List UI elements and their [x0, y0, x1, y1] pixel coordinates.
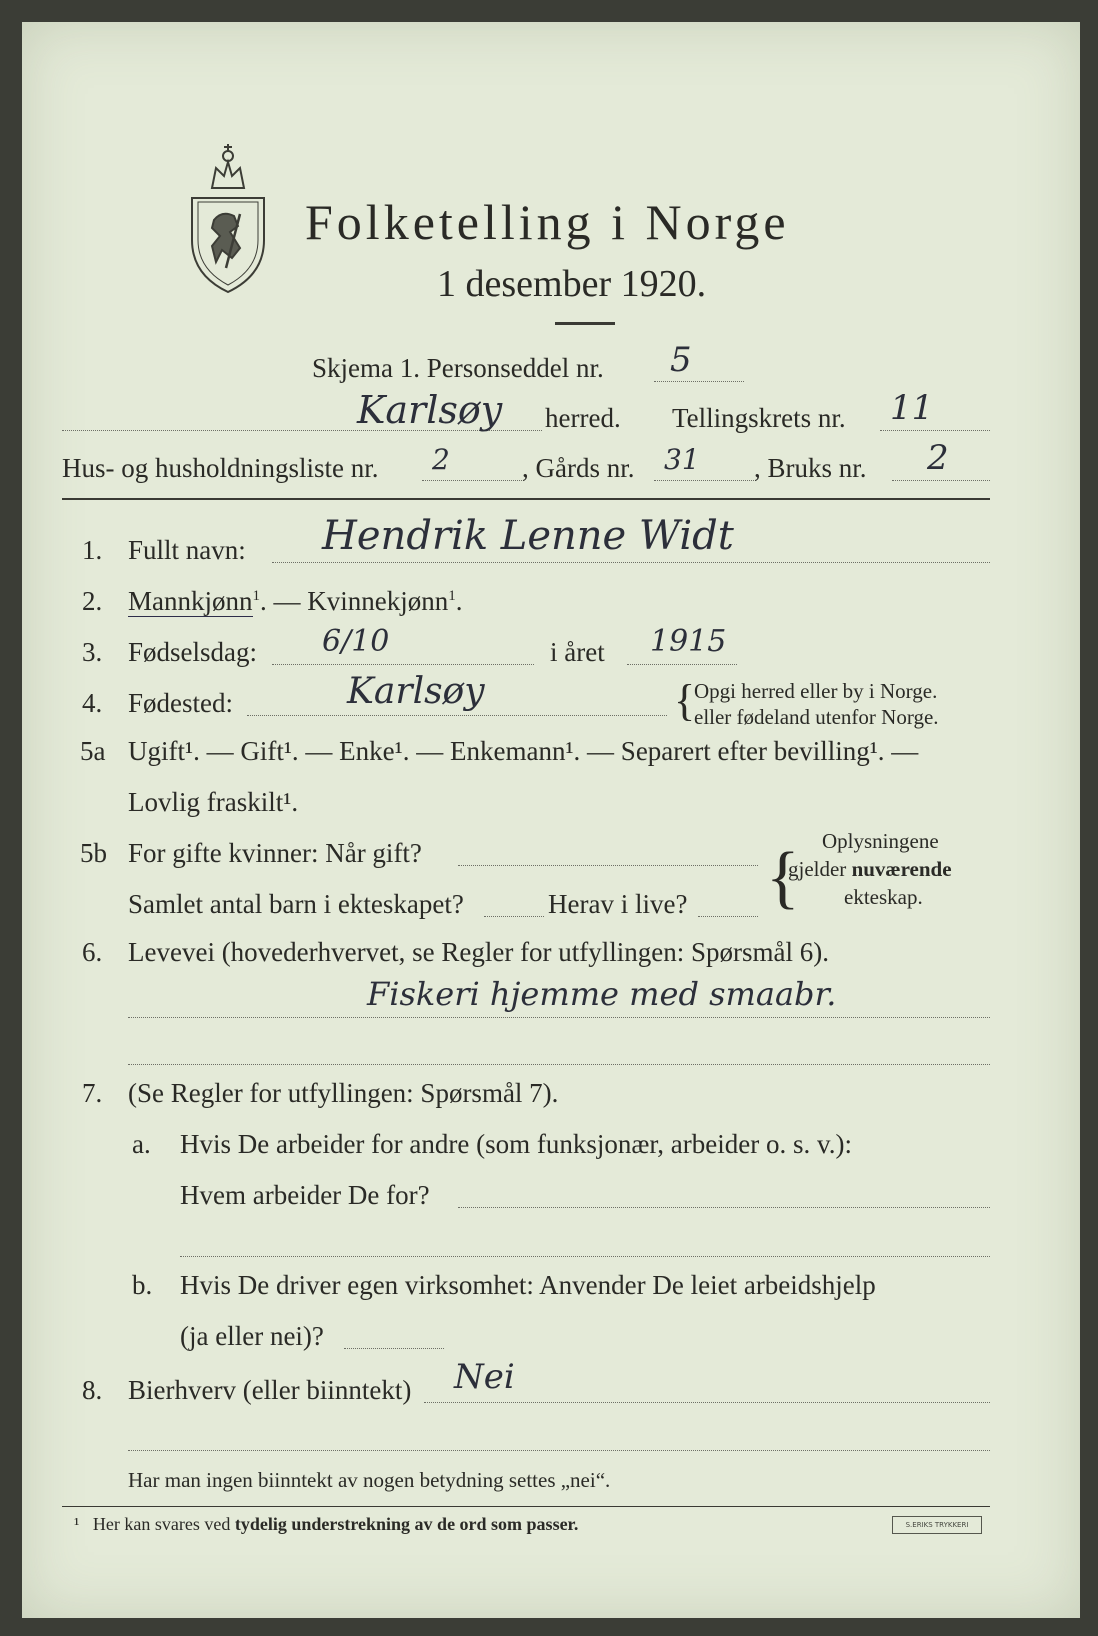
q7b-value-line [344, 1348, 444, 1349]
gards-value: 31 [664, 443, 700, 476]
q4-label: Fødested: [128, 688, 233, 718]
q6-number: 6. [82, 937, 103, 967]
footnote-text-b: tydelig understrekning av de ord som passer. [234, 1514, 579, 1534]
bruks-value-line [892, 480, 990, 481]
q4-value-line [247, 715, 667, 716]
q7b-line2: (ja eller nei)? [180, 1321, 324, 1351]
q5b-number: 5b [80, 838, 107, 868]
q7-label: (Se Regler for utfyllingen: Spørsmål 7). [128, 1078, 559, 1108]
gards-value-line [654, 480, 754, 481]
q8-label: Bierhverv (eller biinntekt) [128, 1375, 412, 1405]
footnote [74, 1512, 578, 1536]
q6-label: Levevei (hovederhvervet, se Regler for utfyllingen: Spørsmål 6). [128, 937, 830, 967]
q8-value-line-2 [128, 1450, 990, 1451]
q7b-letter: b. [132, 1270, 153, 1300]
herred-value: Karlsøy [357, 388, 503, 432]
q6-value-line-2 [128, 1064, 990, 1065]
skjema-value-line [654, 381, 744, 382]
header-bottom-rule [62, 498, 990, 500]
tellingskrets-value: 11 [890, 388, 934, 428]
bruks-label: , Bruks nr. [754, 453, 867, 483]
q7a-line2: Hvem arbeider De for? [180, 1180, 430, 1210]
q5b-children-line [484, 916, 544, 917]
q3-year-label: i året [550, 637, 605, 667]
q2-mannkjonn: Mannkjønn [128, 586, 253, 616]
q5b-when-line [458, 865, 758, 866]
q7-number: 7. [82, 1078, 103, 1108]
hus-label: Hus- og husholdningsliste nr. [62, 453, 379, 483]
hus-value: 2 [432, 443, 450, 476]
q5b-line2b: Herav i live? [548, 889, 688, 919]
footer-note: Har man ingen biinntekt av nogen betydning settes „nei“. [128, 1468, 611, 1492]
herred-label: herred. [545, 403, 621, 433]
q1-label: Fullt navn: [128, 535, 246, 565]
q4-number: 4. [82, 688, 103, 718]
q1-value-line [272, 562, 990, 563]
q1-value: Hendrik Lenne Widt [322, 513, 734, 559]
printer-text: S.ERIKS TRYKKERI [905, 1521, 969, 1529]
q4-note-line2: eller fødeland utenfor Norge. [694, 705, 939, 729]
q2-end: . [455, 586, 463, 616]
footnote-text-a: Her kan svares ved [92, 1514, 235, 1534]
q1-number: 1. [82, 535, 103, 565]
norwegian-coat-of-arms-icon [182, 140, 274, 295]
gards-label: , Gårds nr. [522, 453, 635, 483]
q8-value-line [424, 1402, 990, 1403]
q3-value-line [272, 664, 534, 665]
q7a-value-line-2 [180, 1256, 990, 1257]
q2-options: Mannkjønn$^1$. — Kvinnekjønn$^1$. [128, 586, 463, 616]
q8-number: 8. [82, 1375, 103, 1405]
bruks-value: 2 [927, 438, 949, 478]
q5b-note2-a: gjelder [788, 857, 852, 881]
q5b-line1: For gifte kvinner: Når gift? [128, 838, 422, 868]
tellingskrets-label: Tellingskrets nr. [672, 403, 846, 433]
q6-value-line-1 [128, 1017, 990, 1018]
q3-year-value: 1915 [650, 624, 727, 659]
q5b-note-bracket: { [766, 839, 800, 916]
q5a-number: 5a [80, 736, 106, 766]
q5b-note2 [788, 856, 952, 882]
q6-value: Fiskeri hjemme med smaabr. [367, 975, 837, 1013]
printer-mark [892, 1516, 982, 1534]
q7a-line1: Hvis De arbeider for andre (som funksjonær, arbeider o. s. v.): [180, 1129, 852, 1159]
q5a-line1: Ugift¹. — Gift¹. — Enke¹. — Enkemann¹. — Separert efter bevilling¹. — [128, 736, 919, 766]
q5b-note1: Oplysningene [822, 829, 939, 853]
skjema-value: 5 [670, 340, 692, 380]
q3-label: Fødselsdag: [128, 637, 258, 667]
q5b-note3: ekteskap. [844, 885, 923, 909]
q2-number: 2. [82, 586, 103, 616]
skjema-label: Skjema 1. Personseddel nr. [312, 353, 604, 383]
q3-value: 6/10 [322, 624, 390, 659]
q2-kvinnekjonn: Kvinnekjønn [307, 586, 449, 616]
hus-value-line [422, 480, 522, 481]
q5b-note2-b: nuværende [851, 857, 952, 881]
q3-year-line [627, 664, 737, 665]
form-date: 1 desember 1920. [437, 263, 707, 305]
q3-number: 3. [82, 637, 103, 667]
footnote-mark: ¹ [74, 1514, 80, 1534]
q8-value: Nei [454, 1357, 515, 1397]
tellingskrets-value-line [880, 430, 990, 431]
q4-note-bracket: { [674, 676, 696, 725]
q5b-alive-line [698, 916, 758, 917]
q4-value: Karlsøy [347, 671, 485, 712]
q5a-line2: Lovlig fraskilt¹. [128, 787, 299, 817]
footer-rule [62, 1506, 990, 1507]
q7a-letter: a. [132, 1129, 151, 1159]
census-form-page [22, 22, 1080, 1618]
title-divider [555, 322, 615, 325]
q2-separator: . — [260, 586, 308, 616]
q7b-line1: Hvis De driver egen virksomhet: Anvender De leiet arbeidshjelp [180, 1270, 876, 1300]
q7a-value-line-1 [458, 1207, 990, 1208]
q4-note-line1: Opgi herred eller by i Norge. [694, 679, 938, 703]
form-title: Folketelling i Norge [305, 194, 790, 250]
q5b-line2a: Samlet antal barn i ekteskapet? [128, 889, 464, 919]
